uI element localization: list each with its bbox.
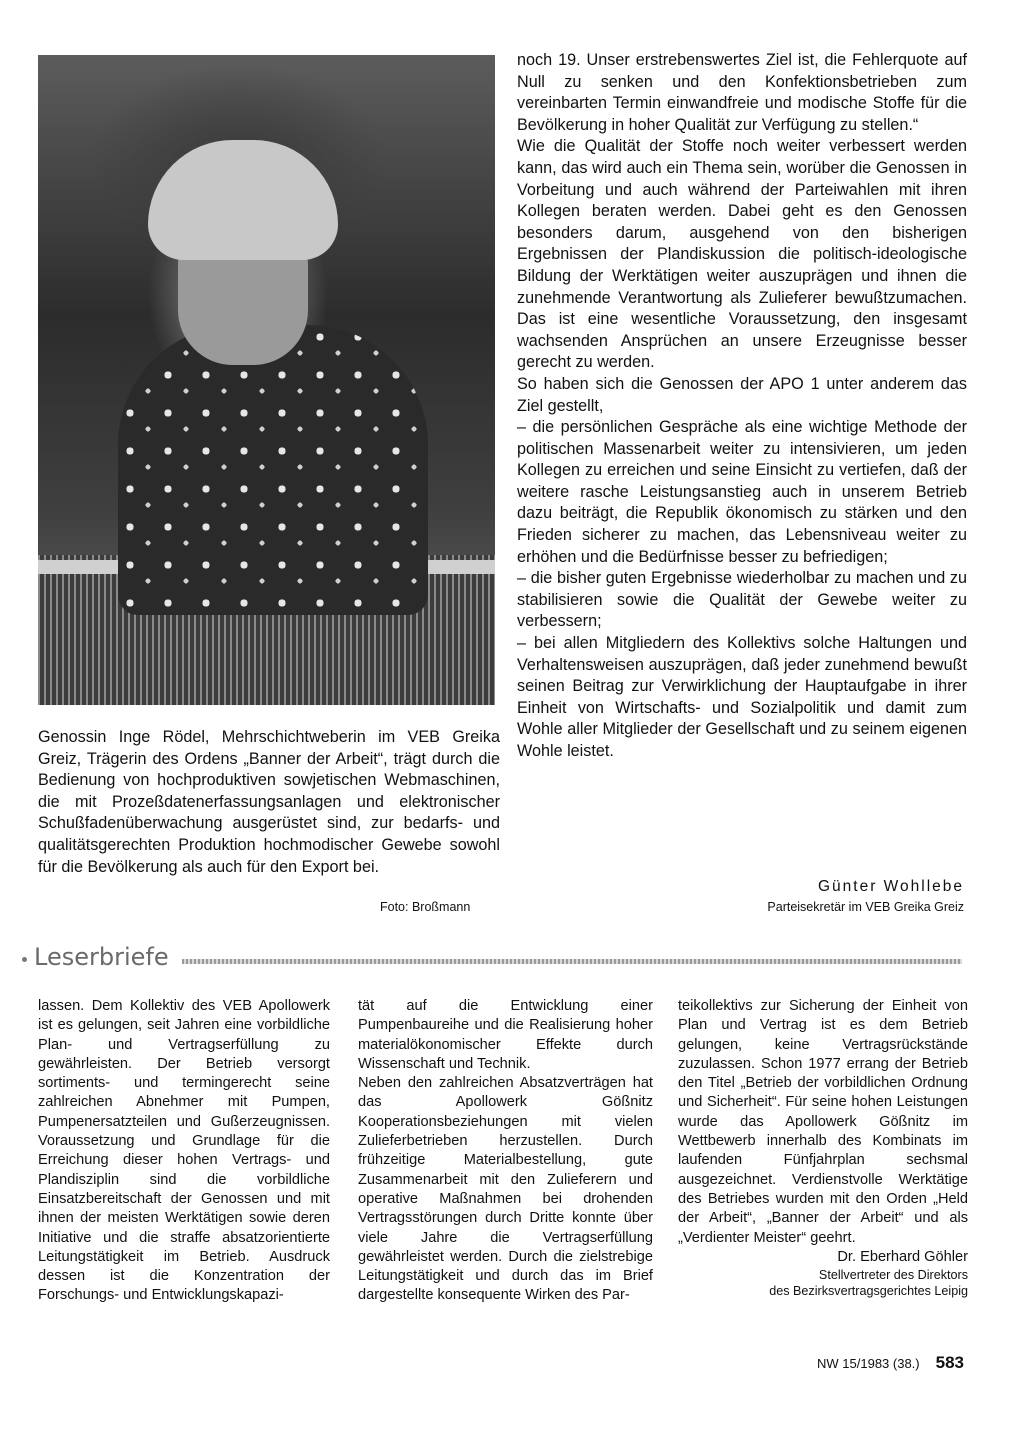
letters-column-3 [678,997,968,1299]
letter-author-role: Stellvertreter des Direktors [818,1268,968,1283]
letter-text: tät auf die Entwicklung einer Pumpenbaureihe und die Realisierung hoher materialökonomischer Effekte durch Wissenschaft und Technik. [358,998,653,1072]
hair [148,140,338,260]
article-signature [767,878,964,914]
photo-caption: Genossin Inge Rödel, Mehrschichtweberin im VEB Greika Greiz, Trägerin des Ordens „Banner der Arbeit“, trägt durch die Bedienung von hochproduktiven sowjetischen Webmaschinen, die mit Prozeßdatenerfassungsanlagen und elektronischer Schußfadenüberwachung ausgerüstet sind, zur bedarfs- und qualitätsgerechten Produktion hochmodischer Gewebe sowohl für die Bevölkerung als auch für den Export bei. [38,728,500,876]
author-role: Parteisekretär im VEB Greika Greiz [767,900,964,914]
letter-text: Neben den zahlreichen Absatzverträgen hat das Apollowerk Gößnitz Kooperationsbeziehungen mit vielen Zulieferbetrieben herzustellen. Durch frühzeitige Materialbestellung, gute Zusammenarbeit mit den Zulieferern und operative Maßnahmen bei drohenden Vertragsstörungen durch Dritte konnte über viele Jahre die Vertragserfüllung gewährleistet werden. Durch die zielstrebige Leitungstätigkeit und durch das im Brief dargestellte konsequente Wirken des Par- [358,1075,653,1304]
article-paragraph: – bei allen Mitgliedern des Kollektivs solche Haltungen und Verhaltensweisen auszuprägen, daß jeder zunehmend bewußt seinen Beitrag zur Verwirklichung der Hauptaufgabe in ihrer Einheit von Wirtschafts- und Sozialpolitik und damit zum Wohle aller Mitglieder der Gesellschaft und zu seinem eigenen Wohle leistet. [517,634,967,760]
article-paragraph: So haben sich die Genossen der APO 1 unter anderem das Ziel gestellt, [517,374,967,415]
letters-column-2 [358,997,653,1306]
floral-dress [118,325,428,615]
letter-text: teikollektivs zur Sicherung der Einheit von Plan und Vertrag ist es dem Betrieb gelungen, keine Vertragsrückstände zuzulassen. Schon 1977 errang der Betrieb den Titel „Betrieb der vorbildlichen Ordnung und Sicherheit“. Für seine hohen Leistungen wurde das Apollowerk Gößnitz im Wettbewerb innerhalb des Kombinats im laufenden Fünfjahrplan sechsmal ausgezeichnet. Verdienstvolle Werktätige des Betriebes wurden mit den Orden „Held der Arbeit“, „Banner der Arbeit“ und als „Verdienter Meister“ geehrt. [678,998,968,1246]
section-title: Leserbriefe [34,943,169,971]
page-footer [817,1353,964,1373]
weaver-photo [38,55,495,705]
photo-credit: Foto: Broßmann [380,900,471,914]
article-column [517,50,967,763]
letter-signature [678,1248,968,1299]
letter-author-role: des Bezirksvertragsgerichtes Leipig [769,1284,968,1299]
page-number: 583 [935,1353,964,1372]
article-paragraph: Wie die Qualität der Stoffe noch weiter verbessert werden kann, das wird auch ein Thema sein, worüber die Genossen in Vorbeitung und auch während der Parteiwahlen mit ihren Kollegen beraten werden. Dabei geht es den Genossen besonders darum, ausgehend von den bisherigen Ergebnissen der Plandiskussion die politisch-ideologische Bildung der Werktätigen weiter auszuprägen und ihnen die zunehmende Verantwortung als Zulieferer bewußtzumachen. Das ist eine wesentliche Voraussetzung, den insgesamt wachsenden Ansprüchen an unsere Erzeugnisse besser gerecht zu werden. [517,137,967,372]
author-name: Günter Wohllebe [817,878,964,895]
article-paragraph: – die bisher guten Ergebnisse wiederholbar zu machen und zu stabilisieren sowie die Qualität der Gewebe weiter zu verbessern; [517,569,967,631]
bullet-icon [22,957,27,962]
article-paragraph: noch 19. Unser erstrebenswertes Ziel ist, die Fehlerquote auf Null zu senken und den Konfektionsbetrieben zum vereinbarten Termin einwandfreie und modische Stoffe für die Bevölkerung in hoher Qualität zur Verfügung zu stellen.“ [517,51,967,134]
letter-author: Dr. Eberhard Göhler [837,1248,968,1265]
letter-text: lassen. Dem Kollektiv des VEB Apollowerk ist es gelungen, seit Jahren eine vorbildliche Plan- und Vertragserfüllung zu gewährleisten. Der Betrieb versorgt sortiments- und termingerecht seine zahlreichen Abnehmer mit Pumpen, Pumpenersatzteilen und Gußerzeugnissen. Voraussetzung und Grundlage für die Erreichung dieser hohen Vertrags- und Plandisziplin sind die vorbildliche Einsatzbereitschaft der Genossen und mit ihnen der meisten Werktätigen sowie deren Initiative und die straffe absatzorientierte Leitungstätigkeit im Betrieb. Ausdruck dessen ist die Konzentration der Forschungs- und Entwicklungskapazi- [38,998,330,1304]
section-rule [182,959,962,964]
issue-number: NW 15/1983 (38.) [817,1356,920,1371]
letters-column-1 [38,997,330,1306]
letters-section-header [22,943,962,975]
article-paragraph: – die persönlichen Gespräche als eine wichtige Methode der politischen Massenarbeit weiter zu intensivieren, um jeden Kollegen zu erreichen und seine Einsicht zu vertiefen, daß der weitere rasche Leistungsanstieg auch in unserem Betrieb dazu beiträgt, die Republik ökonomisch zu stärken und den Frieden sicherer zu machen, das Lebensniveau weiter zu erhöhen und die Bedürfnisse besser zu befriedigen; [517,418,967,566]
